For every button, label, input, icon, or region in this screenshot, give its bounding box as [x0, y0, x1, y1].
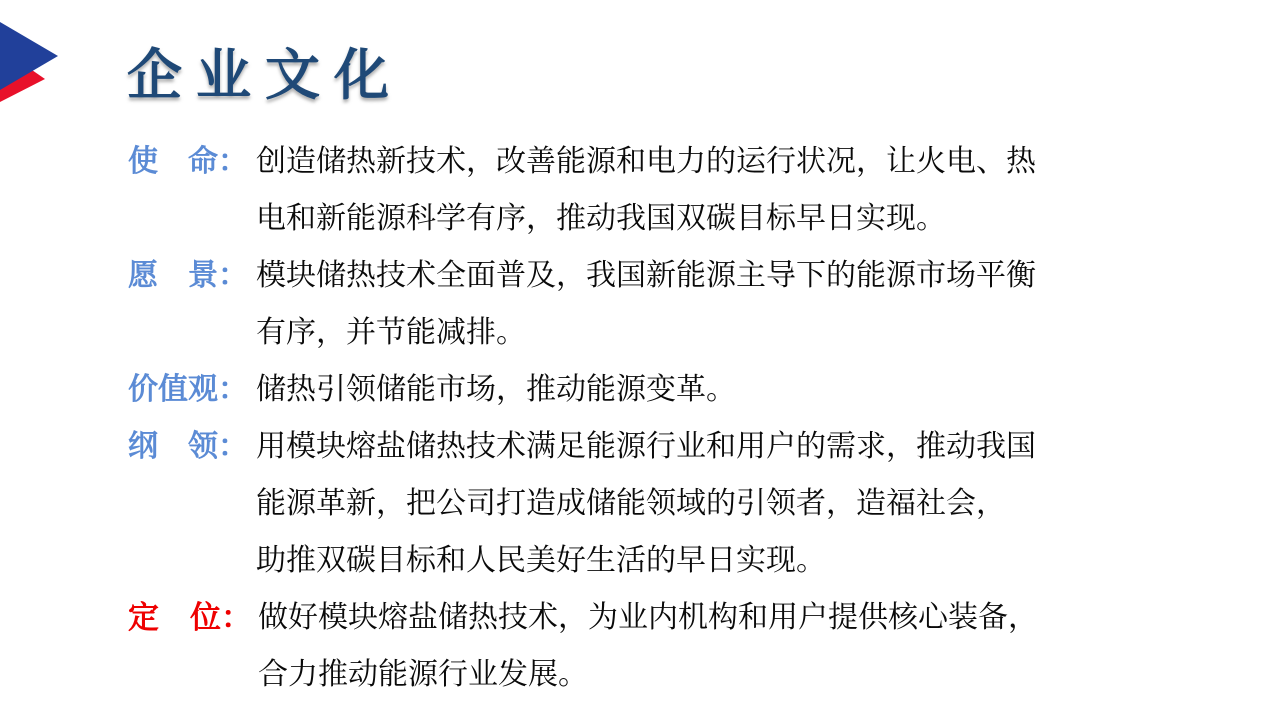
program-text — [250, 418, 1188, 589]
culture-item-mission — [128, 133, 1188, 247]
corner-arrow-decoration — [0, 0, 60, 110]
culture-item-program — [128, 418, 1188, 589]
values-text — [250, 361, 1188, 418]
culture-item-vision — [128, 247, 1188, 361]
culture-list — [128, 133, 1188, 703]
culture-item-values — [128, 361, 1188, 418]
culture-item-positioning — [128, 589, 1188, 703]
values-label: 价值观： — [128, 373, 248, 406]
text-line: 合力推动能源行业发展。 — [258, 658, 588, 691]
mission-label: 使 命： — [128, 145, 248, 178]
text-line: 电和新能源科学有序，推动我国双碳目标早日实现。 — [256, 202, 946, 235]
vision-text — [250, 247, 1188, 361]
mission-text — [250, 133, 1188, 247]
positioning-text — [252, 589, 1188, 703]
page-title: 企业文化 — [127, 44, 404, 106]
text-line: 助推双碳目标和人民美好生活的早日实现。 — [256, 544, 826, 577]
text-line: 创造储热新技术，改善能源和电力的运行状况，让火电、热 — [256, 145, 1036, 178]
text-line: 能源革新，把公司打造成储能领域的引领者，造福社会， — [256, 487, 1006, 520]
vision-label: 愿 景： — [128, 259, 248, 292]
text-line: 用模块熔盐储热技术满足能源行业和用户的需求，推动我国 — [256, 430, 1036, 463]
text-line: 模块储热技术全面普及，我国新能源主导下的能源市场平衡 — [256, 259, 1036, 292]
program-label: 纲 领： — [128, 430, 248, 463]
text-line: 有序，并节能减排。 — [256, 316, 526, 349]
text-line: 储热引领储能市场，推动能源变革。 — [256, 373, 736, 406]
positioning-label: 定 位： — [128, 600, 252, 635]
text-line: 做好模块熔盐储热技术，为业内机构和用户提供核心装备， — [258, 601, 1038, 634]
